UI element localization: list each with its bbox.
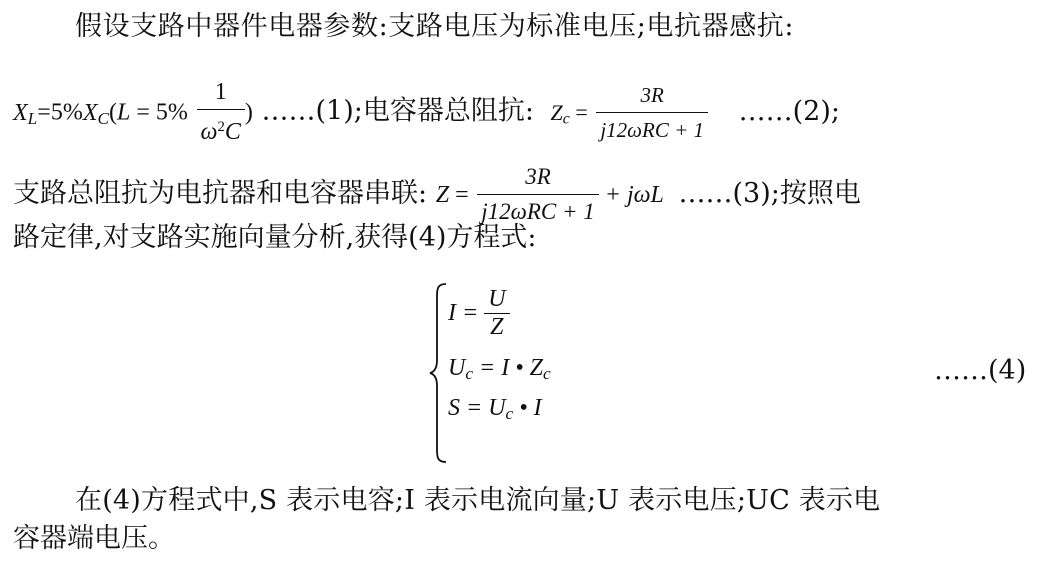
- equation-number-1: ……(1): [261, 95, 354, 127]
- equation-number-3: ……(3);按照电: [678, 178, 861, 209]
- paragraph-analysis: 路定律,对支路实施向量分析,获得(4)方程式:: [13, 222, 537, 253]
- symbol-x-l: $X_L$: [13, 99, 38, 128]
- fraction-u-over-z: $\frac{U}{Z}$: [484, 286, 509, 341]
- fraction-3r-over-den-2: $\frac{3R}{\text{j12ωRC + 1}}$: [477, 160, 599, 229]
- left-brace: [428, 282, 450, 464]
- equation-system: [448, 286, 551, 428]
- term-j-omega-l: + jωL: [598, 182, 664, 208]
- symbol-l: L: [117, 99, 131, 126]
- equation-capacitor-voltage: $U_c = I$ • $Z_c$: [448, 355, 551, 383]
- symbol-x-c: $X_C$: [82, 99, 110, 128]
- fraction-3r-over-den: $\frac{3R}{\text{j12ωRC + 1}}$: [596, 78, 708, 147]
- equation-number-4: ……(4): [934, 355, 1027, 386]
- fraction-1-over-omega2c: $\frac{1}{\omega^2C}$: [197, 75, 245, 149]
- paragraph-definitions-cont: 容器端电压。: [13, 523, 175, 554]
- equation-number-2: ……(2);: [738, 95, 840, 127]
- equals-5pct: =5%: [37, 99, 83, 126]
- text-capacitor-impedance: ;电容器总阻抗:: [353, 95, 534, 127]
- paragraph-definitions: 在(4)方程式中,S 表示电容;I 表示电流向量;U 表示电压;UC 表示电: [75, 485, 881, 516]
- equation-capacitance: $S = U_c$ • I: [448, 395, 542, 423]
- symbol-z: Z: [435, 182, 450, 208]
- equals-5pct-2: = 5%: [130, 99, 188, 126]
- text-total-impedance: 支路总阻抗为电抗器和电容器串联:: [13, 178, 428, 209]
- formula-line-1: $X_L=5\%X_C(L = 5\%$ $\frac{1}{\omega^2C}$ ) ……(1);电容器总阻抗: $Z_c$ = $\frac{3R}{\text{j12ωRC + 1}}$ ……(2);: [13, 75, 840, 149]
- equation-current: I = $\frac{U}{Z}$: [448, 286, 551, 348]
- paragraph-intro: 假设支路中器件电器参数:支路电压为标准电压;电抗器感抗:: [75, 11, 795, 42]
- formula-line-2: 支路总阻抗为电抗器和电容器串联: Z = $\frac{3R}{\text{j12ωRC + 1}}$ + jωL ……(3);按照电: [13, 160, 861, 229]
- symbol-z-c: $Z_c$: [550, 99, 570, 128]
